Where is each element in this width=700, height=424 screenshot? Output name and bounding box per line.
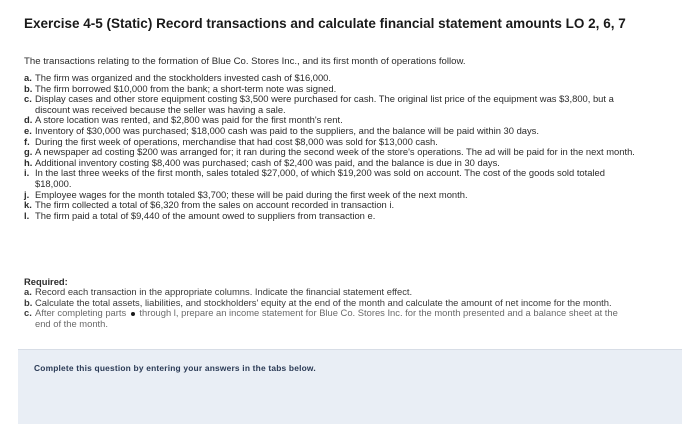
transaction-text: The firm was organized and the stockholders invested cash of $16,000. [35,72,332,83]
required-list [24,287,624,329]
required-heading: Required: [24,276,68,287]
panel-instruction: Complete this question by entering your answers in the tabs below. [34,363,316,373]
transaction-text: In the last three weeks of the first month, sales totaled $27,000, of which $19,200 was sold on account. The cost of the goods sold totaled $18,000. [35,167,605,189]
transaction-label: c. [24,93,32,105]
part-marker-icon [131,312,135,316]
transaction-list [24,73,644,221]
required-item-a [24,287,624,298]
transaction-text: A newspaper ad costing $200 was arranged for; it ran during the second week of the store's operations. The ad will be paid for in the next month. [35,146,635,158]
transaction-item-e [24,126,644,137]
required-label: c. [24,307,32,319]
transaction-label: g. [24,146,33,158]
transaction-text: Additional inventory costing $8,400 was purchased; cash of $2,400 was paid, and the balance is due in 30 days. [35,156,500,168]
transaction-text: The firm borrowed $10,000 from the bank; a short-term note was signed. [35,82,337,94]
required-text-before: After completing parts [35,307,127,319]
transaction-label: f. [24,135,30,147]
answer-panel [18,349,682,424]
required-item-c [24,308,624,329]
transaction-label: j. [24,188,30,200]
transaction-item-c [24,94,644,115]
transaction-text: Employee wages for the month totaled $3,700; these will be paid during the first week of the next month. [35,188,468,200]
transaction-text: The firm paid a total of $9,440 of the amount owed to suppliers from transaction e. [35,209,376,221]
transaction-text: A store location was rented, and $2,800 was paid for the first month's rent. [35,114,343,126]
transaction-label: h. [24,156,33,168]
transaction-text: During the first week of operations, merchandise that had cost $8,000 was sold for $13,000 cash. [35,135,438,147]
transaction-label: d. [24,114,33,126]
intro-text: The transactions relating to the formation of Blue Co. Stores Inc., and its first month of operations follow. [24,56,466,67]
transaction-item-i [24,168,644,189]
transaction-label: a. [24,72,32,83]
transaction-text: Inventory of $30,000 was purchased; $18,000 cash was paid to the suppliers, and the balance will be paid within 30 days. [35,124,539,136]
required-label: a. [24,286,32,297]
transaction-item-l [24,211,644,222]
transaction-label: i. [24,167,30,179]
transaction-label: l. [24,209,30,221]
transaction-label: e. [24,124,32,136]
transaction-text: Display cases and other store equipment costing $3,500 were purchased for cash. The original list price of the equipment was $3,800, but a discount was received because the seller was having a sale. [35,93,614,115]
required-text [35,308,624,329]
transaction-item-a [24,73,644,84]
transaction-label: k. [24,199,32,211]
required-label: b. [24,296,33,308]
transaction-text: The firm collected a total of $6,320 from the sales on account recorded in transaction i. [35,199,395,211]
page-title: Exercise 4-5 (Static) Record transactions and calculate financial statement amounts LO 2, 6, 7 [24,16,626,31]
transaction-label: b. [24,82,33,94]
required-text: Record each transaction in the appropriate columns. Indicate the financial statement effect. [35,286,413,297]
required-text-after: through l, prepare an income statement for Blue Co. Stores Inc. for the month presented and a balance sheet at the end of the month. [35,307,618,329]
required-text: Calculate the total assets, liabilities, and stockholders' equity at the end of the month and calculate the amount of net income for the month. [35,296,612,308]
